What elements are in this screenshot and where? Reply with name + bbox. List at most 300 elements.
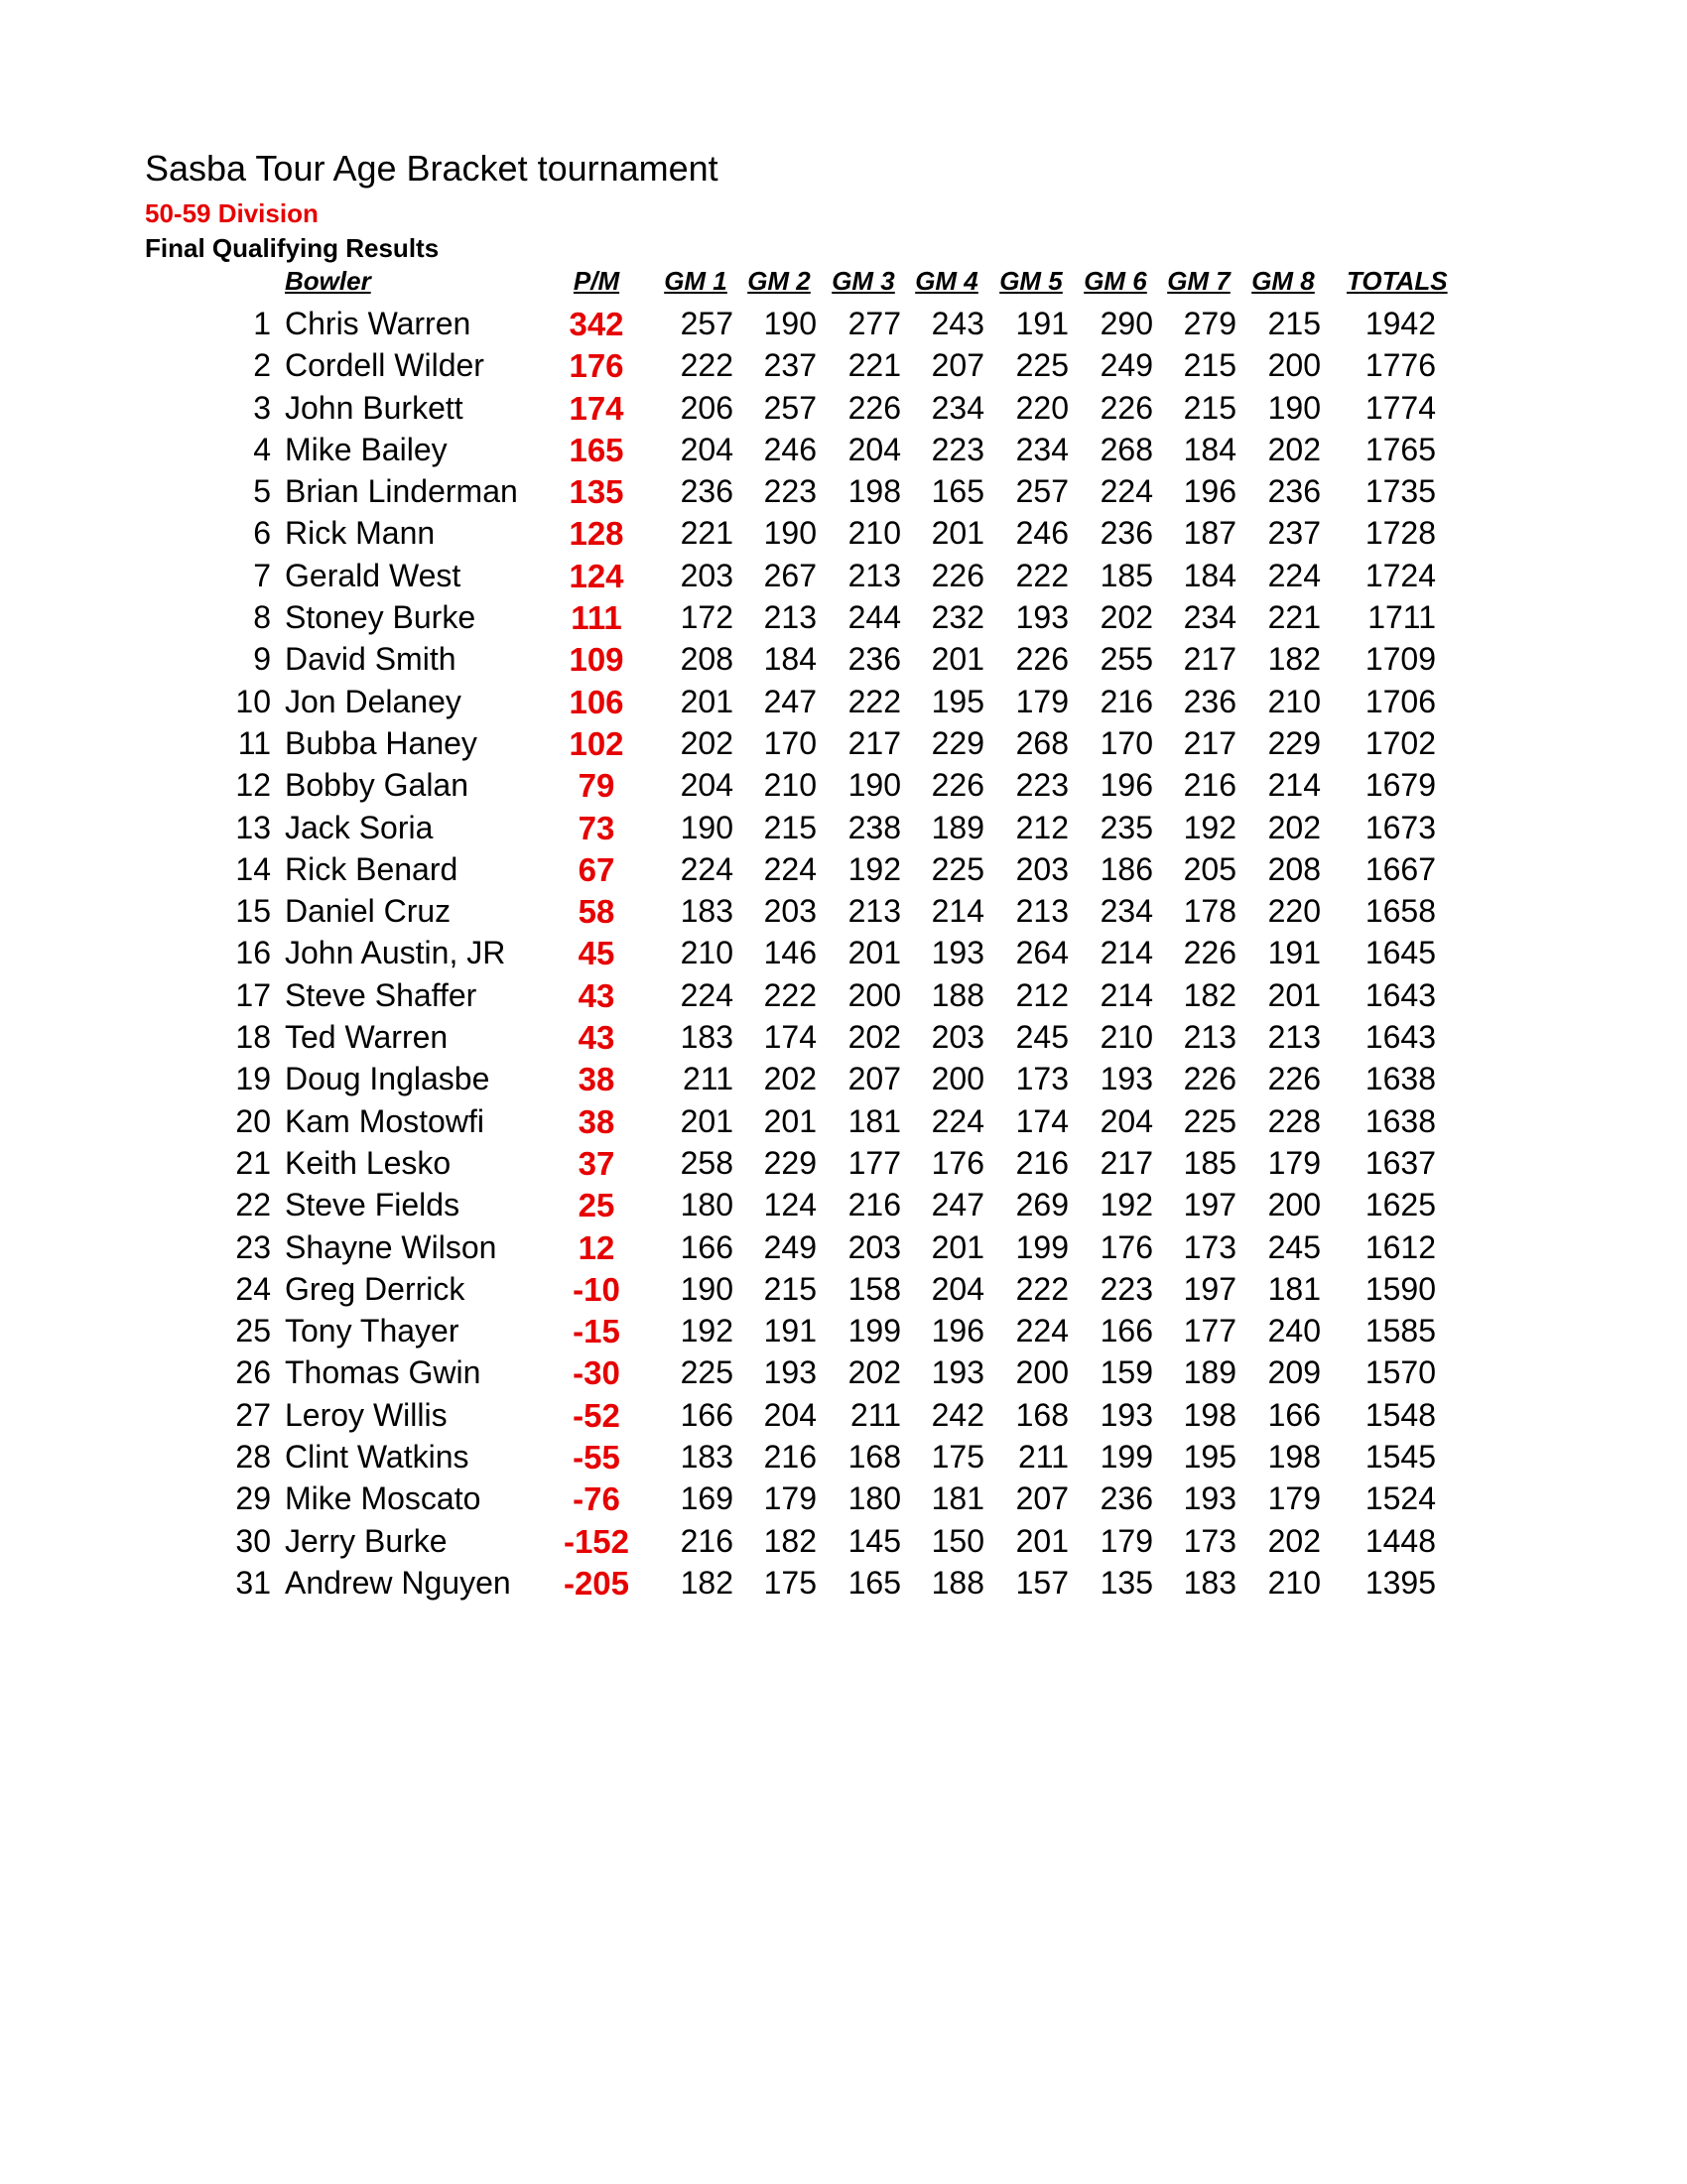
game-8-cell: 221 bbox=[1267, 599, 1321, 636]
game-2-cell: 249 bbox=[763, 1228, 817, 1265]
game-6-cell: 255 bbox=[1100, 641, 1153, 678]
table-row bbox=[0, 302, 1687, 343]
game-6-cell: 186 bbox=[1100, 850, 1153, 887]
pm-cell: 111 bbox=[571, 599, 622, 637]
total-cell: 1728 bbox=[1364, 515, 1436, 552]
bowler-name-cell: Jon Delaney bbox=[285, 683, 461, 719]
bowler-name-cell: Mike Bailey bbox=[285, 431, 448, 467]
bowler-name-cell: Rick Mann bbox=[285, 515, 436, 552]
total-cell: 1524 bbox=[1364, 1480, 1436, 1517]
game-5-cell: 211 bbox=[1017, 1439, 1069, 1476]
bowler-name-cell: Steve Fields bbox=[285, 1187, 460, 1223]
game-4-cell: 234 bbox=[931, 389, 984, 426]
game-8-cell: 181 bbox=[1267, 1270, 1321, 1307]
game-3-cell: 221 bbox=[847, 347, 901, 384]
game-7-cell: 197 bbox=[1183, 1270, 1236, 1307]
bowler-name-cell: John Austin, JR bbox=[285, 935, 506, 971]
game-2-cell: 174 bbox=[763, 1019, 817, 1056]
game-6-cell: 193 bbox=[1100, 1061, 1153, 1097]
table-row bbox=[0, 511, 1687, 553]
game-2-cell: 215 bbox=[763, 809, 817, 845]
rank-cell: 1 bbox=[253, 306, 271, 341]
game-5-cell: 220 bbox=[1015, 389, 1069, 426]
pm-cell: -52 bbox=[573, 1396, 620, 1434]
game-3-cell: 213 bbox=[847, 557, 901, 593]
game-2-cell: 124 bbox=[763, 1187, 817, 1223]
game-4-cell: 165 bbox=[931, 473, 984, 510]
game-6-cell: 202 bbox=[1100, 599, 1153, 636]
pm-cell: 38 bbox=[578, 1102, 615, 1140]
game-2-cell: 202 bbox=[763, 1061, 817, 1097]
rank-cell: 4 bbox=[253, 431, 271, 467]
header-gm-2: GM 2 bbox=[747, 266, 811, 296]
table-row bbox=[0, 1099, 1687, 1141]
game-6-cell: 166 bbox=[1100, 1313, 1153, 1349]
bowler-name-cell: Keith Lesko bbox=[285, 1144, 452, 1181]
game-8-cell: 214 bbox=[1267, 767, 1321, 804]
game-6-cell: 135 bbox=[1100, 1564, 1153, 1601]
game-5-cell: 257 bbox=[1015, 473, 1069, 510]
game-5-cell: 191 bbox=[1015, 306, 1069, 341]
table-row bbox=[0, 1477, 1687, 1518]
game-7-cell: 178 bbox=[1183, 893, 1236, 930]
rank-cell: 20 bbox=[235, 1102, 271, 1139]
game-6-cell: 223 bbox=[1100, 1270, 1153, 1307]
rank-cell: 22 bbox=[235, 1187, 271, 1223]
game-4-cell: 214 bbox=[931, 893, 984, 930]
game-7-cell: 198 bbox=[1183, 1396, 1236, 1433]
total-cell: 1702 bbox=[1364, 724, 1436, 761]
pm-cell: 43 bbox=[578, 1019, 615, 1057]
game-5-cell: 216 bbox=[1015, 1144, 1069, 1181]
game-6-cell: 214 bbox=[1100, 935, 1153, 971]
game-2-cell: 210 bbox=[763, 767, 817, 804]
game-1-cell: 206 bbox=[680, 389, 733, 426]
game-1-cell: 222 bbox=[680, 347, 733, 384]
game-6-cell: 185 bbox=[1100, 557, 1153, 593]
game-1-cell: 208 bbox=[680, 641, 733, 678]
game-5-cell: 168 bbox=[1015, 1396, 1069, 1433]
game-7-cell: 225 bbox=[1183, 1102, 1236, 1139]
game-4-cell: 189 bbox=[931, 809, 984, 845]
game-1-cell: 224 bbox=[680, 850, 733, 887]
game-1-cell: 236 bbox=[680, 473, 733, 510]
pm-cell: -76 bbox=[573, 1480, 620, 1518]
game-2-cell: 213 bbox=[763, 599, 817, 636]
game-5-cell: 174 bbox=[1015, 1102, 1069, 1139]
game-1-cell: 172 bbox=[680, 599, 733, 636]
game-1-cell: 180 bbox=[680, 1187, 733, 1223]
total-cell: 1673 bbox=[1364, 809, 1436, 845]
table-row bbox=[0, 343, 1687, 385]
game-6-cell: 196 bbox=[1100, 767, 1153, 804]
game-8-cell: 209 bbox=[1267, 1354, 1321, 1391]
pm-cell: 342 bbox=[569, 306, 624, 342]
game-4-cell: 242 bbox=[931, 1396, 984, 1433]
rank-cell: 13 bbox=[235, 809, 271, 845]
pm-cell: 109 bbox=[569, 641, 624, 679]
table-row bbox=[0, 1350, 1687, 1392]
game-8-cell: 237 bbox=[1267, 515, 1321, 552]
pm-cell: 135 bbox=[569, 473, 624, 511]
game-5-cell: 213 bbox=[1015, 893, 1069, 930]
game-8-cell: 229 bbox=[1267, 724, 1321, 761]
game-1-cell: 211 bbox=[682, 1061, 733, 1097]
game-6-cell: 204 bbox=[1100, 1102, 1153, 1139]
table-row bbox=[0, 1309, 1687, 1350]
bowler-name-cell: Leroy Willis bbox=[285, 1396, 448, 1433]
rank-cell: 23 bbox=[235, 1228, 271, 1265]
table-row bbox=[0, 1267, 1687, 1309]
game-4-cell: 193 bbox=[931, 1354, 984, 1391]
game-4-cell: 193 bbox=[931, 935, 984, 971]
bowler-name-cell: Chris Warren bbox=[285, 306, 471, 341]
game-4-cell: 196 bbox=[931, 1313, 984, 1349]
game-8-cell: 166 bbox=[1267, 1396, 1321, 1433]
game-4-cell: 225 bbox=[931, 850, 984, 887]
game-1-cell: 183 bbox=[680, 1439, 733, 1476]
bowler-name-cell: Mike Moscato bbox=[285, 1480, 481, 1517]
total-cell: 1570 bbox=[1364, 1354, 1436, 1391]
table-row bbox=[0, 1435, 1687, 1477]
game-7-cell: 217 bbox=[1183, 724, 1236, 761]
bowler-name-cell: Steve Shaffer bbox=[285, 976, 477, 1013]
game-8-cell: 202 bbox=[1267, 431, 1321, 467]
game-5-cell: 225 bbox=[1015, 347, 1069, 384]
game-5-cell: 222 bbox=[1015, 1270, 1069, 1307]
total-cell: 1711 bbox=[1367, 599, 1436, 636]
rank-cell: 6 bbox=[253, 515, 271, 552]
game-1-cell: 166 bbox=[680, 1396, 733, 1433]
game-1-cell: 192 bbox=[680, 1313, 733, 1349]
game-4-cell: 207 bbox=[931, 347, 984, 384]
bowler-name-cell: Ted Warren bbox=[285, 1019, 449, 1056]
game-5-cell: 203 bbox=[1015, 850, 1069, 887]
rank-cell: 26 bbox=[235, 1354, 271, 1391]
game-6-cell: 192 bbox=[1100, 1187, 1153, 1223]
bowler-name-cell: Bubba Haney bbox=[285, 724, 477, 761]
game-3-cell: 216 bbox=[847, 1187, 901, 1223]
table-row bbox=[0, 973, 1687, 1015]
game-8-cell: 182 bbox=[1267, 641, 1321, 678]
game-8-cell: 191 bbox=[1267, 935, 1321, 971]
game-8-cell: 215 bbox=[1267, 306, 1321, 341]
game-7-cell: 213 bbox=[1183, 1019, 1236, 1056]
game-6-cell: 249 bbox=[1100, 347, 1153, 384]
bowler-name-cell: Cordell Wilder bbox=[285, 347, 484, 384]
game-8-cell: 198 bbox=[1267, 1439, 1321, 1476]
table-row bbox=[0, 1015, 1687, 1057]
game-3-cell: 203 bbox=[847, 1228, 901, 1265]
pm-cell: -152 bbox=[563, 1522, 630, 1560]
game-8-cell: 202 bbox=[1267, 809, 1321, 845]
page-title: Sasba Tour Age Bracket tournament bbox=[145, 148, 718, 189]
game-6-cell: 236 bbox=[1100, 515, 1153, 552]
game-1-cell: 210 bbox=[680, 935, 733, 971]
pm-cell: -205 bbox=[563, 1564, 630, 1602]
game-7-cell: 182 bbox=[1183, 976, 1236, 1013]
game-7-cell: 279 bbox=[1183, 306, 1236, 341]
game-5-cell: 207 bbox=[1015, 1480, 1069, 1517]
table-row bbox=[0, 1519, 1687, 1561]
game-8-cell: 236 bbox=[1267, 473, 1321, 510]
total-cell: 1724 bbox=[1364, 557, 1436, 593]
game-7-cell: 215 bbox=[1183, 389, 1236, 426]
game-8-cell: 208 bbox=[1267, 850, 1321, 887]
pm-cell: 43 bbox=[578, 976, 615, 1014]
total-cell: 1735 bbox=[1364, 473, 1436, 510]
game-1-cell: 182 bbox=[680, 1564, 733, 1601]
pm-cell: 25 bbox=[578, 1187, 615, 1224]
game-8-cell: 245 bbox=[1267, 1228, 1321, 1265]
rank-cell: 28 bbox=[235, 1439, 271, 1476]
game-2-cell: 257 bbox=[763, 389, 817, 426]
game-4-cell: 247 bbox=[931, 1187, 984, 1223]
game-3-cell: 145 bbox=[847, 1522, 901, 1559]
game-4-cell: 176 bbox=[931, 1144, 984, 1181]
game-4-cell: 204 bbox=[931, 1270, 984, 1307]
game-5-cell: 268 bbox=[1015, 724, 1069, 761]
total-cell: 1645 bbox=[1364, 935, 1436, 971]
game-1-cell: 216 bbox=[680, 1522, 733, 1559]
table-row bbox=[0, 1393, 1687, 1435]
bowler-name-cell: Greg Derrick bbox=[285, 1270, 465, 1307]
table-row bbox=[0, 680, 1687, 721]
pm-cell: 124 bbox=[569, 557, 624, 594]
game-3-cell: 211 bbox=[849, 1396, 901, 1433]
game-8-cell: 202 bbox=[1267, 1522, 1321, 1559]
total-cell: 1638 bbox=[1364, 1061, 1436, 1097]
rank-cell: 18 bbox=[235, 1019, 271, 1056]
total-cell: 1942 bbox=[1364, 306, 1436, 341]
game-8-cell: 224 bbox=[1267, 557, 1321, 593]
total-cell: 1643 bbox=[1364, 976, 1436, 1013]
total-cell: 1679 bbox=[1364, 767, 1436, 804]
game-2-cell: 223 bbox=[763, 473, 817, 510]
table-header bbox=[0, 264, 1687, 302]
game-4-cell: 226 bbox=[931, 557, 984, 593]
total-cell: 1638 bbox=[1364, 1102, 1436, 1139]
table-row bbox=[0, 595, 1687, 637]
game-6-cell: 235 bbox=[1100, 809, 1153, 845]
bowler-name-cell: Rick Benard bbox=[285, 850, 458, 887]
table-row bbox=[0, 1183, 1687, 1224]
game-1-cell: 204 bbox=[680, 431, 733, 467]
rank-cell: 24 bbox=[235, 1270, 271, 1307]
header-gm-6: GM 6 bbox=[1084, 266, 1147, 296]
game-8-cell: 200 bbox=[1267, 1187, 1321, 1223]
bowler-name-cell: Jerry Burke bbox=[285, 1522, 448, 1559]
game-4-cell: 195 bbox=[931, 683, 984, 719]
game-4-cell: 226 bbox=[931, 767, 984, 804]
game-2-cell: 215 bbox=[763, 1270, 817, 1307]
game-8-cell: 220 bbox=[1267, 893, 1321, 930]
total-cell: 1637 bbox=[1364, 1144, 1436, 1181]
game-1-cell: 183 bbox=[680, 893, 733, 930]
game-6-cell: 216 bbox=[1100, 683, 1153, 719]
table-row bbox=[0, 428, 1687, 469]
game-3-cell: 236 bbox=[847, 641, 901, 678]
rank-cell: 17 bbox=[235, 976, 271, 1013]
rank-cell: 30 bbox=[235, 1522, 271, 1559]
game-2-cell: 204 bbox=[763, 1396, 817, 1433]
game-5-cell: 245 bbox=[1015, 1019, 1069, 1056]
table-row bbox=[0, 847, 1687, 889]
game-4-cell: 229 bbox=[931, 724, 984, 761]
game-6-cell: 210 bbox=[1100, 1019, 1153, 1056]
table-row bbox=[0, 763, 1687, 805]
division-label: 50-59 Division bbox=[145, 198, 319, 228]
game-7-cell: 215 bbox=[1183, 347, 1236, 384]
header-bowler: Bowler bbox=[285, 266, 371, 296]
game-3-cell: 177 bbox=[847, 1144, 901, 1181]
game-8-cell: 179 bbox=[1267, 1480, 1321, 1517]
game-2-cell: 203 bbox=[763, 893, 817, 930]
game-6-cell: 224 bbox=[1100, 473, 1153, 510]
header-gm-4: GM 4 bbox=[915, 266, 978, 296]
rank-cell: 3 bbox=[253, 389, 271, 426]
game-5-cell: 179 bbox=[1015, 683, 1069, 719]
game-7-cell: 195 bbox=[1183, 1439, 1236, 1476]
bowler-name-cell: Doug Inglasbe bbox=[285, 1061, 490, 1097]
game-4-cell: 201 bbox=[931, 641, 984, 678]
game-5-cell: 269 bbox=[1015, 1187, 1069, 1223]
total-cell: 1612 bbox=[1364, 1228, 1436, 1265]
game-2-cell: 224 bbox=[763, 850, 817, 887]
total-cell: 1395 bbox=[1364, 1564, 1436, 1601]
game-7-cell: 193 bbox=[1183, 1480, 1236, 1517]
game-5-cell: 222 bbox=[1015, 557, 1069, 593]
pm-cell: 38 bbox=[578, 1061, 615, 1098]
game-2-cell: 184 bbox=[763, 641, 817, 678]
game-1-cell: 166 bbox=[680, 1228, 733, 1265]
game-8-cell: 210 bbox=[1267, 1564, 1321, 1601]
header-gm-7: GM 7 bbox=[1167, 266, 1231, 296]
pm-cell: -55 bbox=[573, 1439, 620, 1477]
pm-cell: 37 bbox=[578, 1144, 615, 1182]
pm-cell: 176 bbox=[569, 347, 624, 385]
total-cell: 1548 bbox=[1364, 1396, 1436, 1433]
game-2-cell: 190 bbox=[763, 306, 817, 341]
game-8-cell: 226 bbox=[1267, 1061, 1321, 1097]
game-7-cell: 177 bbox=[1183, 1313, 1236, 1349]
game-1-cell: 202 bbox=[680, 724, 733, 761]
rank-cell: 9 bbox=[253, 641, 271, 678]
bowler-name-cell: Jack Soria bbox=[285, 809, 434, 845]
game-2-cell: 170 bbox=[763, 724, 817, 761]
game-2-cell: 237 bbox=[763, 347, 817, 384]
game-2-cell: 229 bbox=[763, 1144, 817, 1181]
header-gm-8: GM 8 bbox=[1251, 266, 1315, 296]
game-4-cell: 150 bbox=[931, 1522, 984, 1559]
game-4-cell: 223 bbox=[931, 431, 984, 467]
bowler-name-cell: Stoney Burke bbox=[285, 599, 476, 636]
rank-cell: 25 bbox=[235, 1313, 271, 1349]
game-1-cell: 183 bbox=[680, 1019, 733, 1056]
game-5-cell: 223 bbox=[1015, 767, 1069, 804]
game-3-cell: 201 bbox=[847, 935, 901, 971]
game-5-cell: 212 bbox=[1015, 976, 1069, 1013]
game-7-cell: 173 bbox=[1183, 1522, 1236, 1559]
game-6-cell: 217 bbox=[1100, 1144, 1153, 1181]
game-7-cell: 173 bbox=[1183, 1228, 1236, 1265]
total-cell: 1545 bbox=[1364, 1439, 1436, 1476]
table-row bbox=[0, 1141, 1687, 1183]
game-2-cell: 216 bbox=[763, 1439, 817, 1476]
total-cell: 1774 bbox=[1364, 389, 1436, 426]
game-3-cell: 200 bbox=[847, 976, 901, 1013]
game-5-cell: 201 bbox=[1015, 1522, 1069, 1559]
table-row bbox=[0, 931, 1687, 972]
game-8-cell: 228 bbox=[1267, 1102, 1321, 1139]
game-4-cell: 201 bbox=[931, 515, 984, 552]
pm-cell: 73 bbox=[578, 809, 615, 846]
bowler-name-cell: John Burkett bbox=[285, 389, 463, 426]
game-6-cell: 193 bbox=[1100, 1396, 1153, 1433]
game-7-cell: 184 bbox=[1183, 431, 1236, 467]
total-cell: 1448 bbox=[1364, 1522, 1436, 1559]
game-2-cell: 246 bbox=[763, 431, 817, 467]
game-4-cell: 188 bbox=[931, 976, 984, 1013]
game-3-cell: 192 bbox=[847, 850, 901, 887]
game-4-cell: 181 bbox=[931, 1480, 984, 1517]
game-6-cell: 179 bbox=[1100, 1522, 1153, 1559]
rank-cell: 10 bbox=[235, 683, 271, 719]
game-8-cell: 210 bbox=[1267, 683, 1321, 719]
rank-cell: 29 bbox=[235, 1480, 271, 1517]
game-3-cell: 180 bbox=[847, 1480, 901, 1517]
rank-cell: 21 bbox=[235, 1144, 271, 1181]
game-1-cell: 257 bbox=[680, 306, 733, 341]
game-2-cell: 146 bbox=[763, 935, 817, 971]
pm-cell: 174 bbox=[569, 389, 624, 427]
rank-cell: 2 bbox=[253, 347, 271, 384]
game-7-cell: 234 bbox=[1183, 599, 1236, 636]
game-1-cell: 190 bbox=[680, 809, 733, 845]
game-6-cell: 176 bbox=[1100, 1228, 1153, 1265]
total-cell: 1765 bbox=[1364, 431, 1436, 467]
rank-cell: 19 bbox=[235, 1061, 271, 1097]
game-3-cell: 198 bbox=[847, 473, 901, 510]
game-7-cell: 187 bbox=[1183, 515, 1236, 552]
total-cell: 1709 bbox=[1364, 641, 1436, 678]
game-2-cell: 175 bbox=[763, 1564, 817, 1601]
rank-cell: 7 bbox=[253, 557, 271, 593]
rank-cell: 8 bbox=[253, 599, 271, 636]
game-1-cell: 190 bbox=[680, 1270, 733, 1307]
bowler-name-cell: Tony Thayer bbox=[285, 1313, 459, 1349]
rank-cell: 15 bbox=[235, 893, 271, 930]
game-5-cell: 193 bbox=[1015, 599, 1069, 636]
game-7-cell: 216 bbox=[1183, 767, 1236, 804]
game-4-cell: 232 bbox=[931, 599, 984, 636]
game-3-cell: 181 bbox=[847, 1102, 901, 1139]
game-4-cell: 175 bbox=[931, 1439, 984, 1476]
pm-cell: 102 bbox=[569, 724, 624, 762]
game-5-cell: 199 bbox=[1015, 1228, 1069, 1265]
bowler-name-cell: Andrew Nguyen bbox=[285, 1564, 511, 1601]
game-1-cell: 225 bbox=[680, 1354, 733, 1391]
bowler-name-cell: Gerald West bbox=[285, 557, 461, 593]
game-5-cell: 224 bbox=[1015, 1313, 1069, 1349]
table-row bbox=[0, 554, 1687, 595]
game-7-cell: 189 bbox=[1183, 1354, 1236, 1391]
game-6-cell: 159 bbox=[1100, 1354, 1153, 1391]
game-1-cell: 224 bbox=[680, 976, 733, 1013]
game-5-cell: 246 bbox=[1015, 515, 1069, 552]
total-cell: 1658 bbox=[1364, 893, 1436, 930]
game-2-cell: 201 bbox=[763, 1102, 817, 1139]
